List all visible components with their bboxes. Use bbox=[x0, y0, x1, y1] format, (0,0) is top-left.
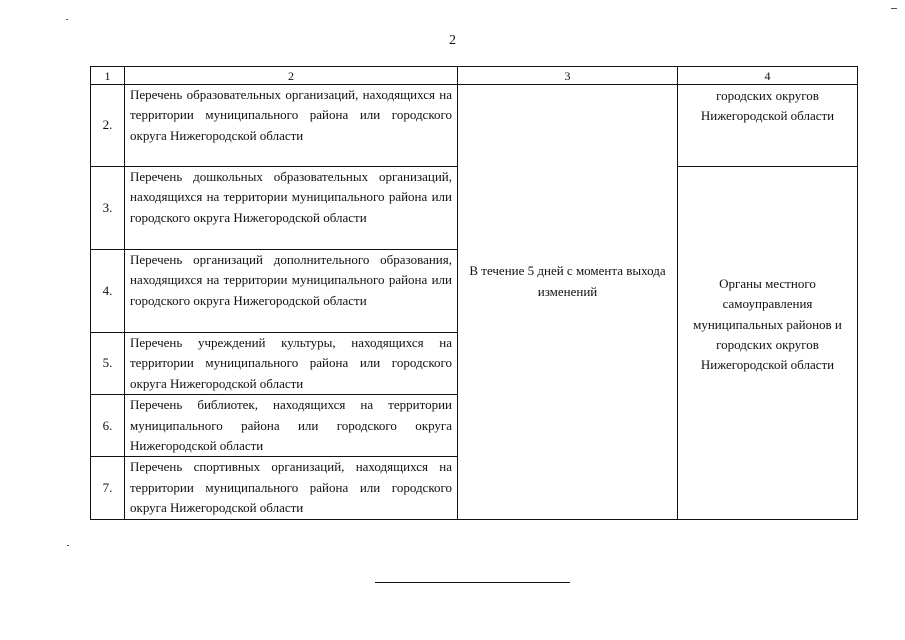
term-cell: В течение 5 дней с момента выхода изменений bbox=[458, 85, 678, 520]
responsible-cell: Органы местного самоуправления муниципальных районов и городских округов Нижегородской области bbox=[678, 167, 858, 520]
column-number-header: 3 bbox=[458, 67, 678, 85]
row-number: 2. bbox=[91, 85, 125, 167]
row-name: Перечень дошкольных образовательных организаций, находящихся на территории муниципального района или городского округа Нижегородской области bbox=[125, 167, 458, 250]
row-number: 5. bbox=[91, 333, 125, 395]
scan-speck bbox=[67, 545, 69, 546]
column-number-header: 2 bbox=[125, 67, 458, 85]
column-number-header: 1 bbox=[91, 67, 125, 85]
responsible-continued-cell: городских округов Нижегородской области bbox=[678, 85, 858, 167]
row-name: Перечень учреждений культуры, находящихся на территории муниципального района или городского округа Нижегородской области bbox=[125, 333, 458, 395]
row-name: Перечень образовательных организаций, находящихся на территории муниципального района или городского округа Нижегородской области bbox=[125, 85, 458, 167]
row-name: Перечень организаций дополнительного образования, находящихся на территории муниципального района или городского округа Нижегородской области bbox=[125, 250, 458, 333]
row-name: Перечень библиотек, находящихся на территории муниципального района или городского округа Нижегородской области bbox=[125, 395, 458, 457]
row-number: 4. bbox=[91, 250, 125, 333]
document-table bbox=[90, 66, 858, 520]
table-row bbox=[91, 85, 858, 167]
column-number-header: 4 bbox=[678, 67, 858, 85]
scan-speck bbox=[66, 19, 68, 20]
row-number: 3. bbox=[91, 167, 125, 250]
row-number: 7. bbox=[91, 457, 125, 519]
scan-speck bbox=[891, 8, 897, 9]
page-number: 2 bbox=[449, 33, 456, 48]
row-name: Перечень спортивных организаций, находящихся на территории муниципального района или городского округа Нижегородской области bbox=[125, 457, 458, 519]
footer-rule bbox=[375, 582, 570, 583]
table-header-row bbox=[91, 67, 858, 85]
row-number: 6. bbox=[91, 395, 125, 457]
